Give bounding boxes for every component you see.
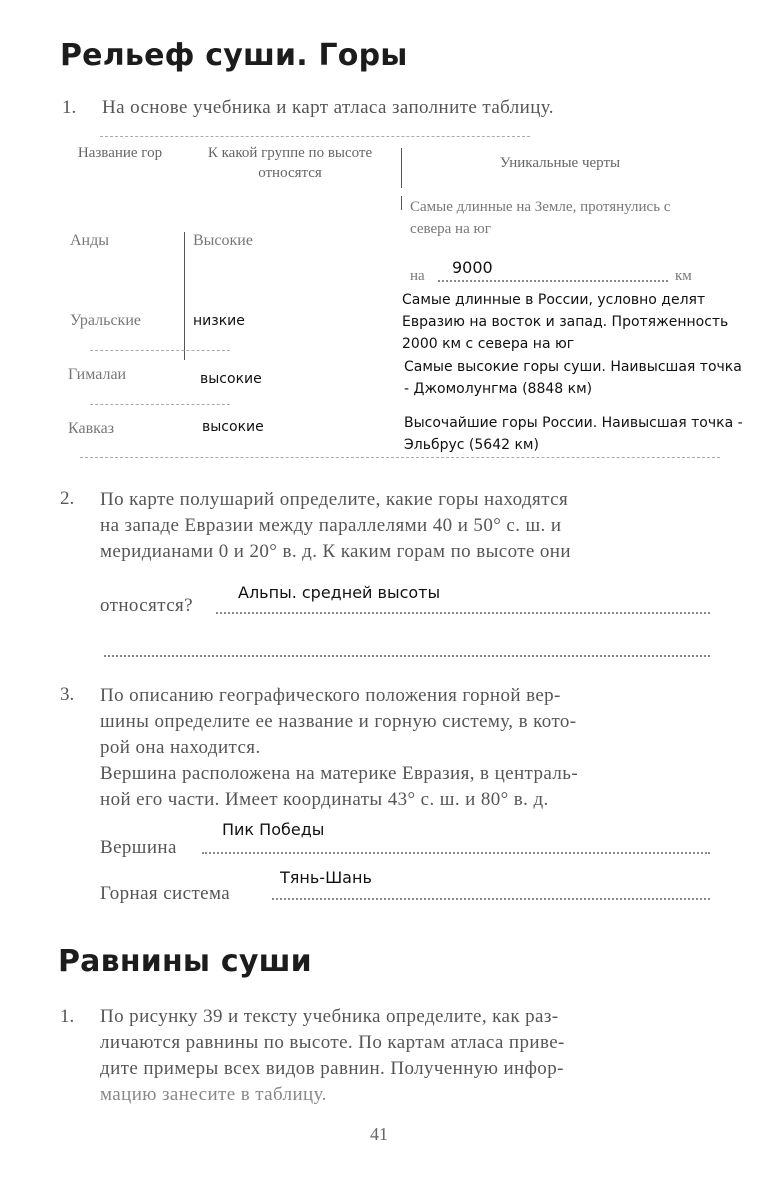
section-title-mountains: Рельеф суши. Горы bbox=[60, 38, 408, 73]
mountain-system-answer-line[interactable] bbox=[272, 868, 710, 900]
row-mountain-name: Уральские bbox=[70, 312, 141, 329]
row-height-group: Высокие bbox=[193, 232, 253, 249]
task3-line-2: шины определите ее название и горную систему, в кото- bbox=[100, 711, 577, 732]
task3-number: 3. bbox=[60, 684, 75, 705]
row-features: Самые длинные в России, условно делят Евразию на восток и запад. Протяженность 2000 км с севера на юг bbox=[402, 292, 729, 352]
s2-task1-line-3: дите примеры всех видов равнин. Полученную инфор- bbox=[100, 1058, 564, 1079]
peak-answer: Пик Победы bbox=[222, 820, 325, 839]
table-header-group: К какой группе по высоте относятся bbox=[207, 145, 373, 181]
row-features: Самые высокие горы суши. Наивысшая точка - Джомолунгма (8848 км) bbox=[404, 359, 742, 397]
task2-number: 2. bbox=[60, 488, 75, 509]
task3-line-5: ной его части. Имеет координаты 43° с. ш. и 80° в. д. bbox=[100, 789, 549, 810]
s2-task1-line-4: мацию занесите в таблицу. bbox=[100, 1084, 327, 1105]
task2-answer-line-2[interactable] bbox=[104, 643, 710, 657]
peak-label: Вершина bbox=[100, 837, 177, 858]
task2-prompt: относятся? bbox=[100, 595, 194, 616]
row-height-group: высокие bbox=[200, 371, 262, 387]
s2-task1-number: 1. bbox=[60, 1006, 75, 1027]
row-mountain-name: Кавказ bbox=[68, 420, 115, 437]
row-features: Самые длинные на Земле, протянулись с севера на юг bbox=[410, 199, 671, 237]
table-header-features: Уникальные черты bbox=[499, 155, 621, 171]
length-answer: 9000 bbox=[452, 258, 493, 277]
row-height-group: высокие bbox=[202, 419, 264, 435]
row-mountain-name: Гималаи bbox=[68, 366, 127, 383]
task2-line-2: на западе Евразии между параллелями 40 и 50° с. ш. и bbox=[100, 515, 562, 536]
task2-answer-line[interactable] bbox=[216, 583, 710, 614]
row-height-group: низкие bbox=[193, 313, 245, 329]
peak-answer-line[interactable] bbox=[202, 820, 710, 854]
task2-answer: Альпы. средней высоты bbox=[238, 583, 441, 602]
task3-line-3: рой она находится. bbox=[100, 737, 261, 758]
length-answer-line[interactable] bbox=[438, 258, 668, 282]
task1-text: На основе учебника и карт атласа заполните таблицу. bbox=[102, 97, 554, 118]
s2-task1-line-2: личаются равнины по высоте. По картам атласа приве- bbox=[100, 1032, 565, 1053]
task1-number: 1. bbox=[62, 97, 77, 118]
task2-line-3: меридианами 0 и 20° в. д. К каким горам по высоте они bbox=[100, 541, 571, 562]
row-length-unit: км bbox=[675, 268, 692, 284]
row-features: Высочайшие горы России. Наивысшая точка - Эльбрус (5642 км) bbox=[404, 415, 743, 453]
page-number: 41 bbox=[370, 1124, 388, 1144]
section-title-plains: Равнины суши bbox=[58, 944, 312, 979]
task2-line-1: По карте полушарий определите, какие горы находятся bbox=[100, 489, 569, 510]
mountain-system-answer: Тянь-Шань bbox=[280, 868, 372, 887]
row-mountain-name: Анды bbox=[70, 232, 110, 249]
task3-line-1: По описанию географического положения горной вер- bbox=[100, 685, 561, 706]
table-header-name: Название гор bbox=[77, 145, 163, 161]
task3-line-4: Вершина расположена на материке Евразия, в централь- bbox=[100, 763, 579, 784]
row-length-prefix: на bbox=[410, 268, 425, 284]
mountain-system-label: Горная система bbox=[100, 883, 231, 904]
s2-task1-line-1: По рисунку 39 и тексту учебника определите, как раз- bbox=[100, 1006, 559, 1027]
